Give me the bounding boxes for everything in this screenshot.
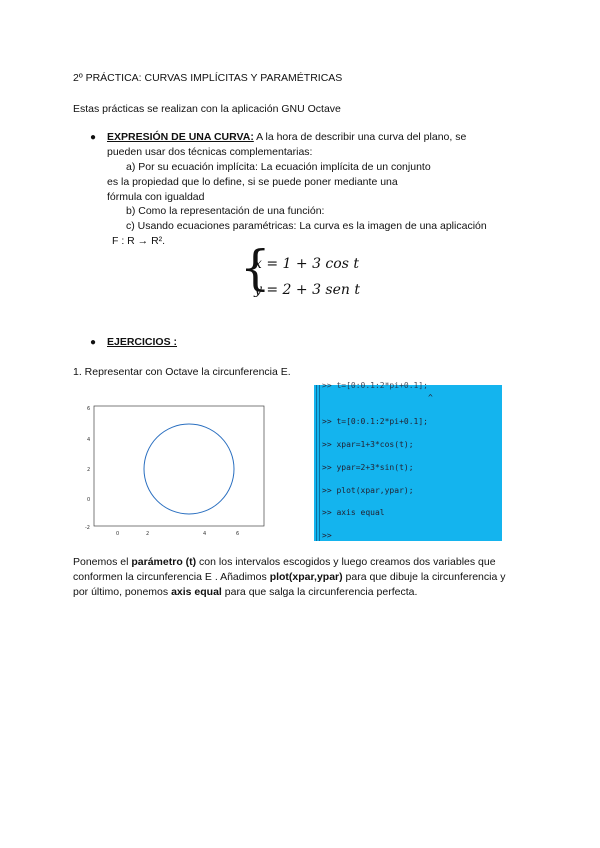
item-a: a) Por su ecuación implícita: La ecuación implícita de un conjunto (126, 161, 431, 173)
bullet1-line2: pueden usar dos técnicas complementarias: (107, 146, 313, 158)
console-prompt[interactable]: >> (322, 531, 332, 540)
bullet-dot: ● (90, 132, 97, 143)
bullet-dot: ● (90, 337, 97, 348)
item-b: b) Como la representación de una función: (126, 205, 325, 217)
plot-frame (94, 406, 264, 526)
console-line[interactable]: >> xpar=1+3*cos(t); (322, 440, 414, 449)
octave-plot (86, 398, 268, 538)
console-line[interactable]: >> t=[0:0.1:2*pi+0.1]; (322, 417, 428, 426)
xtick-label: 4 (203, 531, 207, 537)
ytick-label: 6 (87, 406, 91, 412)
xtick-label: 0 (116, 531, 120, 537)
brace-icon: { (240, 240, 271, 296)
parametric-formula (240, 240, 370, 306)
exercise-1: 1. Representar con Octave la circunferencia E. (73, 366, 291, 378)
formula-x: x = 1 + 3 cos t (254, 256, 359, 272)
item-a-cont1: es la propiedad que lo define, si se puede poner mediante una (107, 176, 398, 188)
ytick-label: -2 (85, 525, 90, 531)
mapping: F : R → R². (112, 235, 166, 247)
console-line[interactable]: >> plot(xpar,ypar); (322, 486, 414, 495)
para-line-2: conformen la circunferencia E . Añadimos plot(xpar,ypar) para que dibuje la circunferencia y (73, 571, 506, 583)
console-line-cut: >> t=[0:0.1:2*pi+0.1]; (322, 381, 428, 390)
page-title: 2º PRÁCTICA: CURVAS IMPLÍCITAS Y PARAMÉTRICAS (73, 72, 343, 84)
intro-text: Estas prácticas se realizan con la aplicación GNU Octave (73, 103, 341, 115)
console-caret: ^ (428, 393, 433, 402)
bullet2-heading: EJERCICIOS : (107, 336, 178, 348)
octave-console (314, 381, 502, 541)
bullet1-heading: EXPRESIÓN DE UNA CURVA: (107, 131, 254, 143)
plot-svg (86, 398, 268, 538)
para-line-1: Ponemos el parámetro (t) con los intervalos escogidos y luego creamos dos variables que (73, 556, 496, 568)
ytick-label: 0 (87, 497, 91, 503)
console-line[interactable]: >> ypar=2+3*sin(t); (322, 463, 414, 472)
xtick-label: 6 (236, 531, 240, 537)
bullet1-line1: EXPRESIÓN DE UNA CURVA: A la hora de describir una curva del plano, se (107, 131, 467, 143)
para-line-3: por último, ponemos axis equal para que salga la circunferencia perfecta. (73, 586, 418, 598)
xtick-label: 2 (146, 531, 150, 537)
console-line[interactable]: >> axis equal (322, 508, 385, 517)
item-a-cont2: fórmula con igualdad (107, 191, 205, 203)
formula-y: y = 2 + 3 sen t (254, 282, 360, 298)
ytick-label: 2 (87, 467, 91, 473)
ytick-label: 4 (87, 437, 91, 443)
item-c: c) Usando ecuaciones paramétricas: La curva es la imagen de una aplicación (126, 220, 487, 232)
